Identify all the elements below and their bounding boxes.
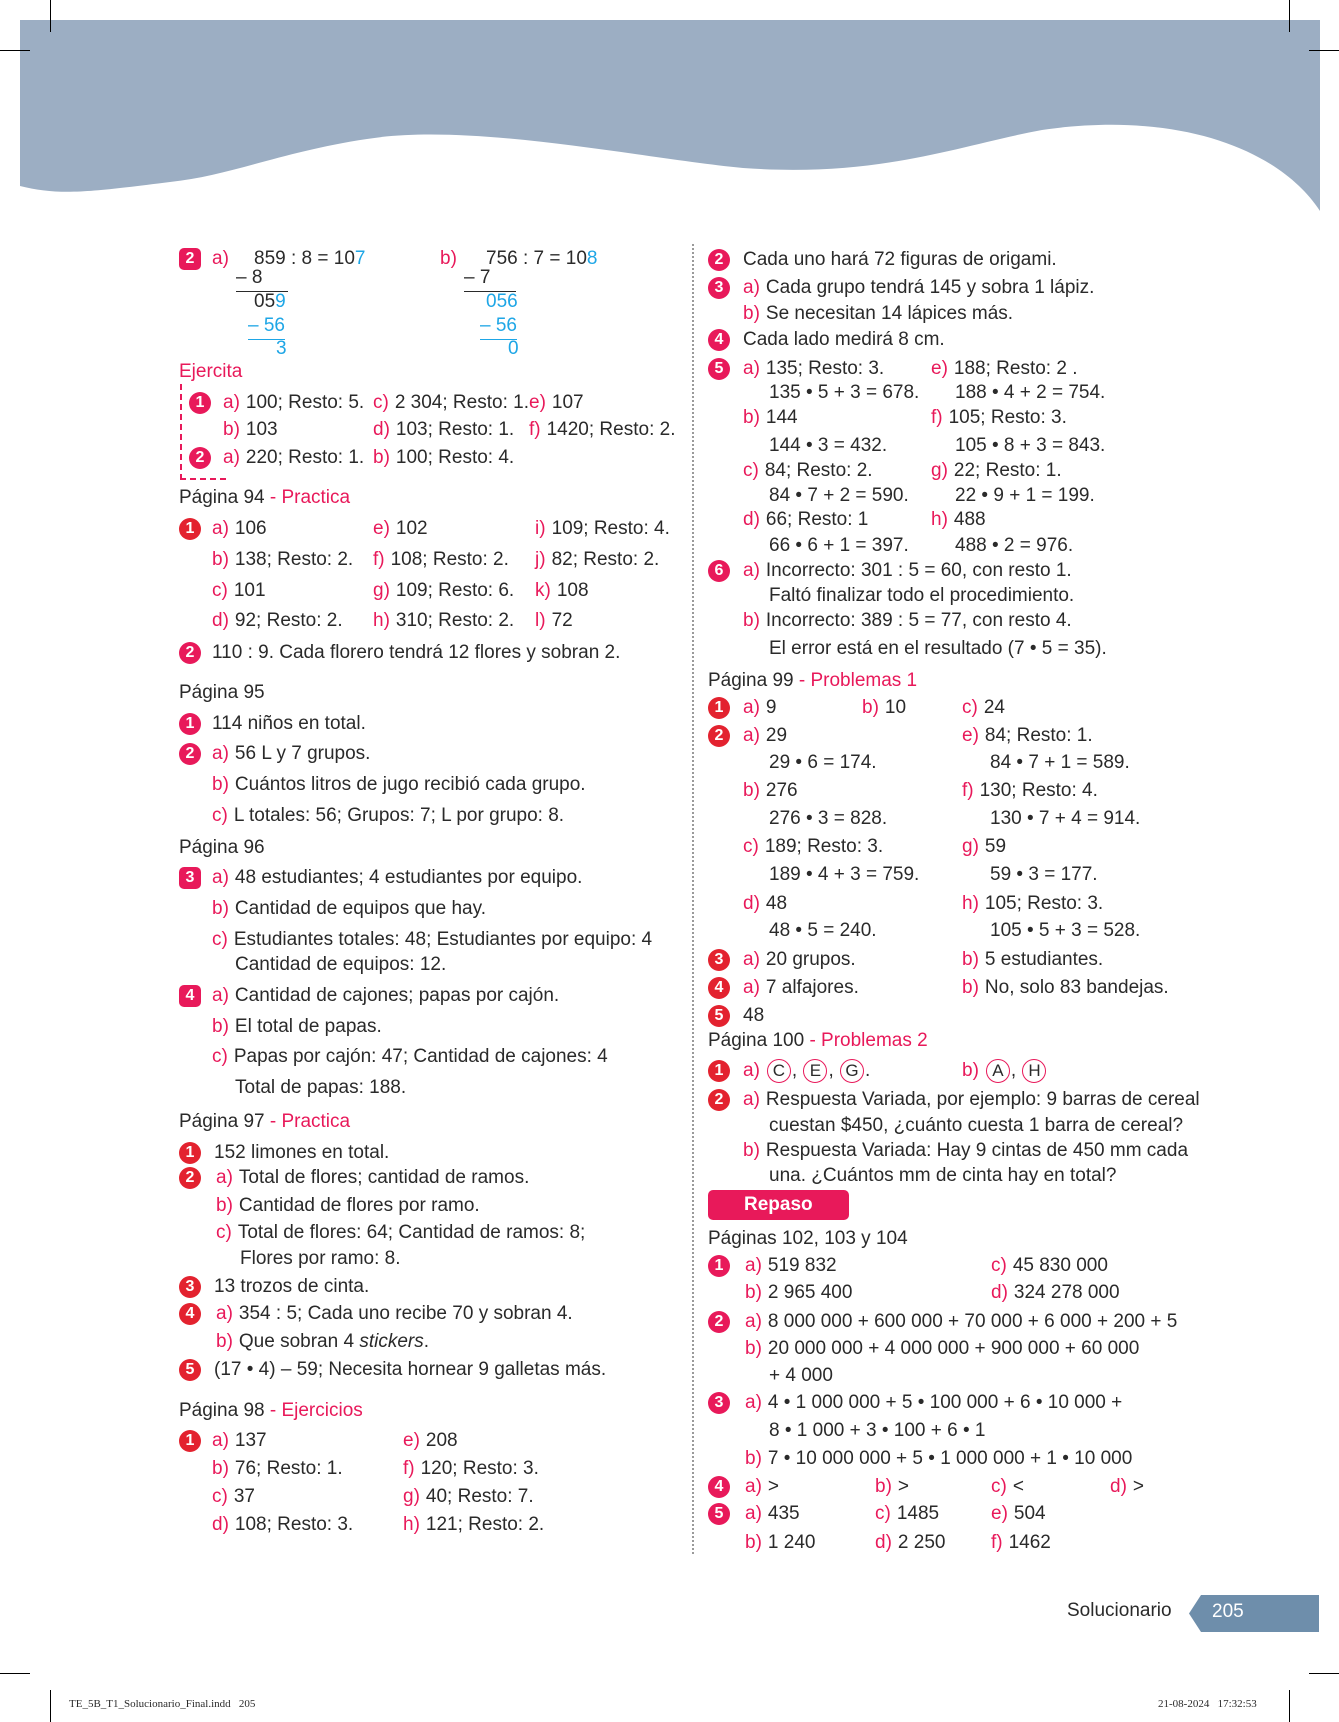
answer: b) 138; Resto: 2.	[212, 549, 354, 570]
item-label: b)	[745, 1282, 762, 1303]
digits: 05	[254, 291, 276, 312]
item-label: a)	[743, 560, 760, 581]
page-number-tab	[1189, 1595, 1319, 1632]
answer: a) 354 : 5; Cada uno recibe 70 y sobran 4.	[216, 1303, 573, 1324]
check: 144 • 3 = 432.	[769, 435, 888, 456]
item-label: d)	[373, 419, 390, 440]
check: 59 • 3 = 177.	[990, 864, 1098, 885]
answer: 110 : 9. Cada florero tendrá 12 flores y sobran 2.	[212, 642, 621, 663]
answer: g) 22; Resto: 1.	[931, 460, 1062, 481]
question-badge: 4	[179, 985, 201, 1007]
answer: d) 108; Resto: 3.	[212, 1514, 354, 1535]
item-label: f)	[373, 549, 385, 570]
item-label: a)	[743, 697, 760, 718]
answer: a) 29	[743, 725, 788, 746]
check: 188 • 4 + 2 = 754.	[955, 382, 1106, 403]
item-label: b)	[373, 447, 390, 468]
question-badge: 2	[179, 642, 201, 664]
answer: b) 1 240	[745, 1532, 816, 1553]
digit: 9	[275, 291, 286, 312]
answer-continuation: 8 • 1 000 + 3 • 100 + 6 • 1	[769, 1420, 986, 1441]
crop-mark	[1289, 1690, 1290, 1722]
check: 84 • 7 + 2 = 590.	[769, 485, 909, 506]
question-badge: 5	[708, 358, 730, 380]
question-badge: 2	[179, 1167, 201, 1189]
item-label: f)	[962, 780, 974, 801]
answer: a) 100; Resto: 5.	[223, 392, 365, 413]
item-label: d)	[991, 1282, 1008, 1303]
subtraction: – 7	[464, 265, 516, 292]
answer: f) 1462	[991, 1532, 1051, 1553]
item-label: d)	[212, 1514, 229, 1535]
item-label: k)	[535, 580, 551, 601]
answer: a) 137	[212, 1430, 267, 1451]
question-badge: 3	[708, 277, 730, 299]
item-label: l)	[535, 610, 546, 631]
item-label: b)	[743, 303, 760, 324]
answer: c) Estudiantes totales: 48; Estudiantes por equipo: 4	[212, 929, 653, 950]
remainder: 0	[508, 338, 519, 359]
item-label: d)	[743, 509, 760, 530]
partial-remainder: 056	[486, 291, 518, 312]
item-label: b)	[745, 1532, 762, 1553]
answer: f) 105; Resto: 3.	[931, 407, 1067, 428]
answer-continuation: cuestan $450, ¿cuánto cuesta 1 barra de cereal?	[769, 1115, 1184, 1136]
section-title: Página 95	[179, 682, 265, 703]
item-label: b)	[212, 1458, 229, 1479]
answer: Cada uno hará 72 figuras de origami.	[743, 249, 1057, 270]
item-label: c)	[212, 1486, 228, 1507]
item-label: a)	[745, 1311, 762, 1332]
crop-mark	[1309, 50, 1339, 51]
answer-continuation: Flores por ramo: 8.	[240, 1248, 401, 1269]
answer: Cada lado medirá 8 cm.	[743, 329, 945, 350]
item-label: a)	[745, 1476, 762, 1497]
answer: (17 • 4) – 59; Necesita hornear 9 galletas más.	[214, 1359, 607, 1380]
circled-letter: H	[1022, 1059, 1046, 1083]
item-label: c)	[373, 392, 389, 413]
label: b)	[440, 248, 457, 269]
question-badge: 2	[708, 249, 730, 271]
item-label: c)	[962, 697, 978, 718]
item-label: a)	[743, 977, 760, 998]
item-label: a)	[212, 743, 229, 764]
crop-mark	[50, 1690, 51, 1722]
section-title: Páginas 102, 103 y 104	[708, 1228, 908, 1249]
item-label: a)	[745, 1392, 762, 1413]
answer: a) 135; Resto: 3.	[743, 358, 885, 379]
circled-letter: E	[803, 1059, 827, 1083]
item-label: g)	[962, 836, 979, 857]
question-badge: 2	[708, 725, 730, 747]
question-badge: 5	[708, 1503, 730, 1525]
question-badge: 1	[179, 1430, 201, 1452]
subtraction: – 56	[248, 313, 285, 340]
item-label: b)	[212, 1016, 229, 1037]
answer: g) 40; Resto: 7.	[403, 1486, 534, 1507]
answer: d) 2 250	[875, 1532, 946, 1553]
answer: a) Total de flores; cantidad de ramos.	[216, 1167, 530, 1188]
question-badge: 6	[708, 560, 730, 582]
item-label: b)	[745, 1448, 762, 1469]
question-badge: 1	[179, 518, 201, 540]
quotient-digit: 8	[586, 248, 598, 269]
answer: l) 72	[535, 610, 573, 631]
item-label: j)	[535, 549, 546, 570]
answer: c) Papas por cajón: 47; Cantidad de cajones: 4	[212, 1046, 608, 1067]
answer: a) 435	[745, 1503, 800, 1524]
item-label: e)	[931, 358, 948, 379]
answer: c) 101	[212, 580, 266, 601]
item-label: c)	[212, 929, 228, 950]
item-label: d)	[875, 1532, 892, 1553]
remainder: 3	[276, 338, 287, 359]
answer-continuation: Total de papas: 188.	[235, 1077, 407, 1098]
answer: g) 59	[962, 836, 1007, 857]
question-badge: 4	[708, 1476, 730, 1498]
item-label: b)	[862, 697, 879, 718]
answer: f) 120; Resto: 3.	[403, 1458, 539, 1479]
answer: a) 48 estudiantes; 4 estudiantes por equipo.	[212, 867, 583, 888]
item-label: b)	[962, 1060, 979, 1081]
item-label: d)	[212, 610, 229, 631]
answer-continuation: + 4 000	[769, 1365, 833, 1386]
circled-letter: A	[986, 1059, 1010, 1083]
answer: a) 106	[212, 518, 267, 539]
item-label: a)	[743, 1089, 760, 1110]
item-label: c)	[743, 836, 759, 857]
item-label: a)	[223, 447, 240, 468]
answer: 114 niños en total.	[212, 713, 366, 734]
answer: d) 92; Resto: 2.	[212, 610, 343, 631]
question-badge: 2	[179, 743, 201, 765]
question-badge: 2	[179, 248, 201, 270]
answer: d) 324 278 000	[991, 1282, 1120, 1303]
answer: b) >	[875, 1476, 910, 1497]
crop-mark	[0, 1673, 30, 1674]
answer: b) Cantidad de equipos que hay.	[212, 898, 486, 919]
answer: h) 121; Resto: 2.	[403, 1514, 545, 1535]
section-title: Página 97 - Practica	[179, 1111, 351, 1132]
item-label: a)	[212, 518, 229, 539]
answer: a) 20 grupos.	[743, 949, 856, 970]
answer: j) 82; Resto: 2.	[535, 549, 660, 570]
item-label: a)	[223, 392, 240, 413]
answer: e) 107	[529, 392, 584, 413]
answer: i) 109; Resto: 4.	[535, 518, 670, 539]
check: 130 • 7 + 4 = 914.	[990, 808, 1141, 829]
answer: a) C , E , G .	[743, 1060, 871, 1081]
item-label: c)	[991, 1476, 1007, 1497]
question-badge: 2	[708, 1311, 730, 1333]
answer: b) 5 estudiantes.	[962, 949, 1104, 970]
answer-continuation: una. ¿Cuántos mm de cinta hay en total?	[769, 1165, 1117, 1186]
question-badge: 2	[189, 447, 211, 469]
answer: h) 310; Resto: 2.	[373, 610, 515, 631]
item-label: a)	[743, 725, 760, 746]
item-label: c)	[743, 460, 759, 481]
answer: b) Se necesitan 14 lápices más.	[743, 303, 1014, 324]
item-label: b)	[743, 407, 760, 428]
question-badge: 3	[708, 1392, 730, 1414]
item-label: f)	[991, 1532, 1003, 1553]
answer: b) 2 965 400	[745, 1282, 853, 1303]
item-label: e)	[403, 1430, 420, 1451]
section-title: Página 94 - Practica	[179, 487, 351, 508]
item-label: a)	[216, 1303, 233, 1324]
check: 105 • 8 + 3 = 843.	[955, 435, 1106, 456]
item-label: e)	[991, 1503, 1008, 1524]
item-label: a)	[743, 277, 760, 298]
question-badge: 3	[708, 949, 730, 971]
check: 488 • 2 = 976.	[955, 535, 1074, 556]
answer: a) 519 832	[745, 1255, 837, 1276]
answer: a) 7 alfajores.	[743, 977, 859, 998]
item-label: e)	[962, 725, 979, 746]
equation: 756 : 7 = 10	[486, 248, 587, 269]
item-label: f)	[931, 407, 943, 428]
item-label: c)	[875, 1503, 891, 1524]
crop-mark	[50, 0, 51, 32]
answer: c) 189; Resto: 3.	[743, 836, 884, 857]
question-badge: 5	[708, 1005, 730, 1027]
answer: f) 108; Resto: 2.	[373, 549, 509, 570]
answer: 48	[743, 1005, 765, 1026]
answer: b) 20 000 000 + 4 000 000 + 900 000 + 60 000	[745, 1338, 1140, 1359]
answer: c) 45 830 000	[991, 1255, 1108, 1276]
check: 29 • 6 = 174.	[769, 752, 877, 773]
answer: 13 trozos de cinta.	[214, 1276, 370, 1297]
answer: c) <	[991, 1476, 1024, 1497]
item-label: a)	[212, 985, 229, 1006]
answer: d) 48	[743, 893, 788, 914]
check: 135 • 5 + 3 = 678.	[769, 382, 920, 403]
item-label: a)	[743, 1060, 760, 1081]
answer: e) 84; Resto: 1.	[962, 725, 1093, 746]
quotient-digit: 7	[354, 248, 366, 269]
question-badge: 4	[708, 977, 730, 999]
item-label: h)	[403, 1514, 420, 1535]
answer: c) 2 304; Resto: 1.	[373, 392, 529, 413]
answer: b) No, solo 83 bandejas.	[962, 977, 1169, 998]
page-number: 205	[1212, 1601, 1244, 1622]
answer: b) 10	[862, 697, 907, 718]
item-label: c)	[212, 805, 228, 826]
answer: c) 84; Resto: 2.	[743, 460, 873, 481]
question-badge: 4	[179, 1303, 201, 1325]
item-label: f)	[403, 1458, 415, 1479]
answer: a) 9	[743, 697, 777, 718]
answer: a) 4 • 1 000 000 + 5 • 100 000 + 6 • 10 000 +	[745, 1392, 1123, 1413]
answer: d) 66; Resto: 1	[743, 509, 869, 530]
section-title: Página 98 - Ejercicios	[179, 1400, 363, 1421]
item-label: i)	[535, 518, 546, 539]
question-badge: 5	[179, 1359, 201, 1381]
item-label: c)	[212, 580, 228, 601]
answer: e) 188; Resto: 2 .	[931, 358, 1078, 379]
item-label: a)	[212, 1430, 229, 1451]
answer-continuation: El error está en el resultado (7 • 5 = 35).	[769, 638, 1107, 659]
check: 189 • 4 + 3 = 759.	[769, 864, 920, 885]
section-title: Página 100 - Problemas 2	[708, 1030, 928, 1051]
answer: e) 504	[991, 1503, 1046, 1524]
crop-mark	[1309, 1673, 1339, 1674]
answer: a) Cantidad de cajones; papas por cajón.	[212, 985, 560, 1006]
item-label: g)	[931, 460, 948, 481]
answer: e) 208	[403, 1430, 458, 1451]
item-label: b)	[216, 1331, 233, 1352]
item-label: e)	[373, 518, 390, 539]
item-label: b)	[223, 419, 240, 440]
answer: h) 488	[931, 509, 986, 530]
answer: c) 37	[212, 1486, 255, 1507]
question-badge: 3	[179, 1276, 201, 1298]
answer: c) L totales: 56; Grupos: 7; L por grupo: 8.	[212, 805, 565, 826]
answer: d) 103; Resto: 1.	[373, 419, 515, 440]
answer-continuation: Cantidad de equipos: 12.	[235, 954, 447, 975]
item-label: b)	[875, 1476, 892, 1497]
question-badge: 1	[708, 1255, 730, 1277]
item-label: h)	[373, 610, 390, 631]
item-label: b)	[743, 1140, 760, 1161]
item-label: e)	[529, 392, 546, 413]
answer: g) 109; Resto: 6.	[373, 580, 515, 601]
repaso-banner: Repaso	[708, 1190, 849, 1220]
item-label: b)	[743, 780, 760, 801]
file-slug: TE_5B_T1_Solucionario_Final.indd 205	[69, 1698, 256, 1710]
answer: b) Respuesta Variada: Hay 9 cintas de 450 mm cada	[743, 1140, 1189, 1161]
question-badge: 1	[189, 392, 211, 414]
question-badge: 2	[708, 1089, 730, 1111]
item-label: a)	[743, 949, 760, 970]
item-label: b)	[212, 774, 229, 795]
answer-continuation: Faltó finalizar todo el procedimiento.	[769, 585, 1075, 606]
answer: b) Que sobran 4 stickers.	[216, 1331, 430, 1352]
answer: a) Incorrecto: 301 : 5 = 60, con resto 1.	[743, 560, 1072, 581]
answer: a) 220; Resto: 1.	[223, 447, 365, 468]
circled-letter: C	[767, 1059, 791, 1083]
answer: b) Cuántos litros de jugo recibió cada grupo.	[212, 774, 586, 795]
check: 66 • 6 + 1 = 397.	[769, 535, 909, 556]
item-label: a)	[745, 1503, 762, 1524]
item-label: a)	[212, 867, 229, 888]
question-badge: 1	[179, 713, 201, 735]
check: 84 • 7 + 1 = 589.	[990, 752, 1130, 773]
answer: d) >	[1110, 1476, 1145, 1497]
answer: b) Cantidad de flores por ramo.	[216, 1195, 480, 1216]
question-badge: 4	[708, 329, 730, 351]
crop-mark	[0, 50, 30, 51]
item-label: b)	[962, 977, 979, 998]
item-label: c)	[991, 1255, 1007, 1276]
subtraction: – 56	[480, 313, 517, 340]
answer: 152 limones en total.	[214, 1142, 390, 1163]
answer: a) Respuesta Variada, por ejemplo: 9 barras de cereal	[743, 1089, 1200, 1110]
item-label: b)	[743, 610, 760, 631]
answer: b) Incorrecto: 389 : 5 = 77, con resto 4.	[743, 610, 1072, 631]
footer-section-label: Solucionario	[1067, 1600, 1172, 1621]
item-label: b)	[212, 898, 229, 919]
answer: b) El total de papas.	[212, 1016, 382, 1037]
check: 48 • 5 = 240.	[769, 920, 877, 941]
answer: b) A , H	[962, 1058, 1047, 1084]
answer: a) 8 000 000 + 600 000 + 70 000 + 6 000 + 200 + 5	[745, 1311, 1178, 1332]
answer: b) 7 • 10 000 000 + 5 • 1 000 000 + 1 • 10 000	[745, 1448, 1133, 1469]
item-label: b)	[962, 949, 979, 970]
section-title: Página 96	[179, 837, 265, 858]
item-label: f)	[529, 419, 541, 440]
answer: c) Total de flores: 64; Cantidad de ramos: 8;	[216, 1222, 586, 1243]
item-label: a)	[745, 1255, 762, 1276]
item-label: c)	[212, 1046, 228, 1067]
question-badge: 3	[179, 867, 201, 889]
question-badge: 1	[708, 697, 730, 719]
check: 276 • 3 = 828.	[769, 808, 888, 829]
check: 105 • 5 + 3 = 528.	[990, 920, 1141, 941]
answer: c) 24	[962, 697, 1005, 718]
item-label: c)	[216, 1222, 232, 1243]
answer: h) 105; Resto: 3.	[962, 893, 1104, 914]
answer: k) 108	[535, 580, 589, 601]
item-label: g)	[373, 580, 390, 601]
header-wave	[0, 0, 1339, 230]
item-label: g)	[403, 1486, 420, 1507]
label: a)	[212, 248, 229, 269]
answer: c) 1485	[875, 1503, 940, 1524]
answer: a) Cada grupo tendrá 145 y sobra 1 lápiz.	[743, 277, 1095, 298]
item-label: b)	[745, 1338, 762, 1359]
subtraction: – 8	[236, 265, 288, 292]
answer: e) 102	[373, 518, 428, 539]
answer: a) 56 L y 7 grupos.	[212, 743, 371, 764]
equation: 859 : 8 = 10	[254, 248, 355, 269]
question-badge: 1	[708, 1060, 730, 1082]
answer: a) >	[745, 1476, 780, 1497]
answer: b) 103	[223, 419, 278, 440]
check: 22 • 9 + 1 = 199.	[955, 485, 1095, 506]
item-label: d)	[743, 893, 760, 914]
crop-mark	[1289, 0, 1290, 32]
answer: b) 100; Resto: 4.	[373, 447, 515, 468]
answer: b) 276	[743, 780, 798, 801]
print-datetime: 21-08-2024 17:32:53	[1158, 1698, 1257, 1710]
answer: b) 76; Resto: 1.	[212, 1458, 343, 1479]
item-label: h)	[962, 893, 979, 914]
item-label: a)	[216, 1167, 233, 1188]
circled-letter: G	[840, 1059, 864, 1083]
answer: f) 1420; Resto: 2.	[529, 419, 676, 440]
item-label: h)	[931, 509, 948, 530]
item-label: b)	[216, 1195, 233, 1216]
question-badge: 1	[179, 1142, 201, 1164]
section-title: Página 99 - Problemas 1	[708, 670, 918, 691]
answer: f) 130; Resto: 4.	[962, 780, 1098, 801]
answer: b) 144	[743, 407, 798, 428]
section-title: Ejercita	[179, 361, 243, 382]
item-label: a)	[743, 358, 760, 379]
item-label: d)	[1110, 1476, 1127, 1497]
item-label: b)	[212, 549, 229, 570]
